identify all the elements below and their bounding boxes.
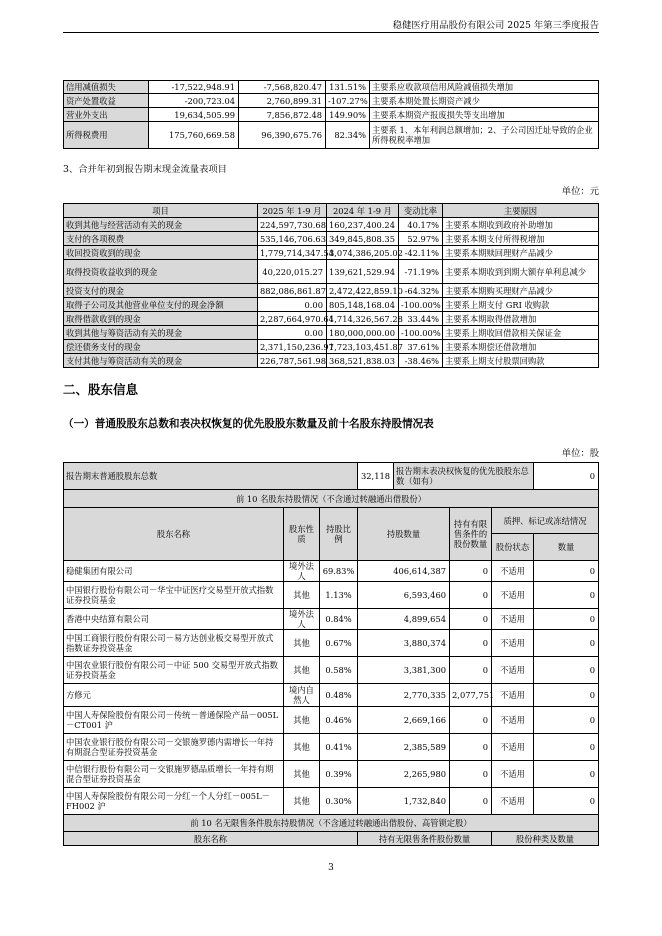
- holder-name: 中国农业银行股份有限公司－交银施罗德内需增长一年持有期混合型证券投资基金: [64, 734, 284, 761]
- holding-qty: 2,265,980: [358, 761, 450, 788]
- holding-qty: 2,385,589: [358, 734, 450, 761]
- row-current-value: 0.00: [258, 298, 327, 312]
- row-previous-value: 2,472,422,859.10: [327, 284, 399, 298]
- table-row: [64, 707, 599, 734]
- header-current: 2025 年 1-9 月: [258, 204, 327, 218]
- table-row: [64, 684, 599, 707]
- holder-name: 中国工商银行股份有限公司－易方达创业板交易型开放式指数证券投资基金: [64, 630, 284, 657]
- holding-ratio: 0.46%: [320, 707, 358, 734]
- table-row: [64, 312, 599, 326]
- row-current-value: 882,086,861.87: [258, 284, 327, 298]
- row-current-value: 1,779,714,347.54: [258, 246, 327, 260]
- table-row: [64, 788, 599, 815]
- pledge-count: 0: [534, 707, 599, 734]
- row-previous-value: 1,723,103,451.87: [327, 340, 399, 354]
- row-current-value: -17,522,948.91: [149, 81, 239, 94]
- share-status: 不适用: [492, 707, 534, 734]
- holder-name: 中国农业银行股份有限公司－中证 500 交易型开放式指数证券投资基金: [64, 657, 284, 684]
- row-change-ratio: 40.17%: [399, 218, 443, 232]
- holding-qty: 1,732,840: [358, 788, 450, 815]
- row-change-ratio: 131.51%: [326, 81, 370, 94]
- table-row: [64, 340, 599, 354]
- col-share-type: 股份种类及数量: [492, 832, 599, 846]
- row-reason: 主要系上期支付 GRI 收购款: [443, 298, 599, 312]
- table-row: [64, 284, 599, 298]
- holding-ratio: 1.13%: [320, 582, 358, 609]
- row-reason: 主要系本期偿还借款增加: [443, 340, 599, 354]
- restricted-qty: 0: [450, 609, 492, 630]
- row-item: 资产处置收益: [64, 94, 149, 108]
- table-row: [64, 761, 599, 788]
- holder-name: 中国银行股份有限公司－华宝中证医疗交易型开放式指数证券投资基金: [64, 582, 284, 609]
- row-current-value: 2,287,664,970.64: [258, 312, 327, 326]
- holding-ratio: 0.39%: [320, 761, 358, 788]
- restricted-qty: 0: [450, 582, 492, 609]
- holding-ratio: 0.67%: [320, 630, 358, 657]
- col-holding-ratio: 持股比例: [320, 508, 358, 561]
- cashflow-change-table: [63, 203, 599, 368]
- cashflow-unit-label: 单位：元: [561, 186, 599, 197]
- table-row: [64, 218, 599, 232]
- total-holders-value: 32,118: [358, 463, 394, 490]
- row-change-ratio: -71.19%: [399, 260, 443, 284]
- total-holders-label: 报告期末普通股股东总数: [64, 463, 358, 490]
- header-divider: [63, 32, 599, 33]
- holder-nature: 其他: [284, 788, 320, 815]
- holder-nature: 境外法人: [284, 561, 320, 582]
- pledge-count: 0: [534, 788, 599, 815]
- holding-ratio: 0.41%: [320, 734, 358, 761]
- row-current-value: 226,787,561.98: [258, 354, 327, 368]
- row-change-ratio: -42.11%: [399, 246, 443, 260]
- col-pledge-count: 数量: [534, 534, 599, 561]
- col-holding-qty: 持股数量: [358, 508, 450, 561]
- col-pledge: 质押、标记或冻结情况: [492, 508, 599, 534]
- row-reason: 主要系本期取得借款增加: [443, 312, 599, 326]
- holding-qty: 3,381,300: [358, 657, 450, 684]
- row-current-value: 40,220,015.27: [258, 260, 327, 284]
- holder-nature: 其他: [284, 630, 320, 657]
- row-item: 投资支付的现金: [64, 284, 258, 298]
- holder-name: 稳健集团有限公司: [64, 561, 284, 582]
- table-row: [64, 582, 599, 609]
- pledge-count: 0: [534, 761, 599, 788]
- page-number: 3: [328, 863, 334, 873]
- row-previous-value: 805,148,168.04: [327, 298, 399, 312]
- holding-ratio: 0.58%: [320, 657, 358, 684]
- row-item: 取得借款收到的现金: [64, 312, 258, 326]
- holder-name: 方修元: [64, 684, 284, 707]
- row-previous-value: 349,845,808.35: [327, 232, 399, 246]
- restricted-qty: 2,077,751: [450, 684, 492, 707]
- row-change-ratio: -64.32%: [399, 284, 443, 298]
- share-status: 不适用: [492, 561, 534, 582]
- holder-nature: 其他: [284, 734, 320, 761]
- row-change-ratio: 37.61%: [399, 340, 443, 354]
- row-reason: 主要系上期收回借款相关保证金: [443, 326, 599, 340]
- pledge-count: 0: [534, 630, 599, 657]
- restricted-qty: 0: [450, 657, 492, 684]
- row-previous-value: -7,568,820.47: [239, 81, 326, 94]
- cashflow-section-title: 3、合并年初到报告期末现金流量表项目: [63, 164, 227, 175]
- row-item: 取得子公司及其他营业单位支付的现金净额: [64, 298, 258, 312]
- row-previous-value: 7,856,872.48: [239, 108, 326, 122]
- row-item: 所得税费用: [64, 122, 149, 149]
- row-change-ratio: -100.00%: [399, 326, 443, 340]
- pledge-count: 0: [534, 657, 599, 684]
- shareholder-section-title: 二、股东信息: [63, 382, 139, 397]
- table-row: [64, 354, 599, 368]
- holder-nature: 境外法人: [284, 609, 320, 630]
- share-status: 不适用: [492, 788, 534, 815]
- row-reason: 主要系本期支付所得税增加: [443, 232, 599, 246]
- row-reason: 主要系本期处置长期资产减少: [370, 94, 599, 108]
- holding-ratio: 0.84%: [320, 609, 358, 630]
- row-current-value: 19,634,505.99: [149, 108, 239, 122]
- row-item: 信用减值损失: [64, 81, 149, 94]
- holder-nature: 境内自然人: [284, 684, 320, 707]
- row-previous-value: 160,237,400.24: [327, 218, 399, 232]
- row-reason: 主要系本期购买理财产品减少: [443, 284, 599, 298]
- header-previous: 2024 年 1-9 月: [327, 204, 399, 218]
- pledge-count: 0: [534, 734, 599, 761]
- row-change-ratio: -38.46%: [399, 354, 443, 368]
- holding-qty: 406,614,387: [358, 561, 450, 582]
- table-row: [64, 630, 599, 657]
- restricted-qty: 0: [450, 761, 492, 788]
- row-previous-value: 3,074,386,205.02: [327, 246, 399, 260]
- shareholder-unit-label: 单位：股: [561, 448, 599, 459]
- row-previous-value: 368,521,838.03: [327, 354, 399, 368]
- table-row: [64, 326, 599, 340]
- table-row: [64, 734, 599, 761]
- share-status: 不适用: [492, 582, 534, 609]
- income-change-table: [63, 80, 599, 149]
- row-item: 支付其他与筹资活动有关的现金: [64, 354, 258, 368]
- share-status: 不适用: [492, 630, 534, 657]
- row-reason: 主要系上期支付股票回购款: [443, 354, 599, 368]
- table-row: [64, 609, 599, 630]
- share-status: 不适用: [492, 734, 534, 761]
- col-restricted-qty: 持有有限售条件的股份数量: [450, 508, 492, 561]
- header-ratio: 变动比率: [399, 204, 443, 218]
- row-reason: 主要系应收款项信用风险减值损失增加: [370, 81, 599, 94]
- holding-qty: 2,669,166: [358, 707, 450, 734]
- holder-nature: 其他: [284, 707, 320, 734]
- col-share-status: 股份状态: [492, 534, 534, 561]
- row-change-ratio: -100.00%: [399, 298, 443, 312]
- row-change-ratio: 52.97%: [399, 232, 443, 246]
- col-holder-nature: 股东性质: [284, 508, 320, 561]
- header-reason: 主要原因: [443, 204, 599, 218]
- row-item: 收到其他与经营活动有关的现金: [64, 218, 258, 232]
- restricted-qty: 0: [450, 707, 492, 734]
- pref-holders-label: 报告期末表决权恢复的优先股股东总数（如有）: [394, 463, 534, 490]
- restricted-qty: 0: [450, 561, 492, 582]
- row-item: 支付的各项税费: [64, 232, 258, 246]
- holding-qty: 2,770,335: [358, 684, 450, 707]
- table-row: [64, 246, 599, 260]
- holder-nature: 其他: [284, 761, 320, 788]
- pledge-count: 0: [534, 561, 599, 582]
- table-row: [64, 298, 599, 312]
- table-row: [64, 561, 599, 582]
- holder-nature: 其他: [284, 582, 320, 609]
- row-item: 营业外支出: [64, 108, 149, 122]
- row-change-ratio: 33.44%: [399, 312, 443, 326]
- row-current-value: 0.00: [258, 326, 327, 340]
- header-item: 项目: [64, 204, 258, 218]
- col-holder-name: 股东名称: [64, 508, 284, 561]
- table-row: [64, 260, 599, 284]
- shareholder-subsection-title: （一）普通股股东总数和表决权恢复的优先股股东数量及前十名股东持股情况表: [63, 418, 434, 430]
- row-current-value: 2,371,150,236.97: [258, 340, 327, 354]
- row-change-ratio: 82.34%: [326, 122, 370, 149]
- pledge-count: 0: [534, 684, 599, 707]
- col-unrestricted-qty: 持有无限售条件股份数量: [358, 832, 492, 846]
- share-status: 不适用: [492, 761, 534, 788]
- row-reason: 主要系本期收到到期大额存单利息减少: [443, 260, 599, 284]
- holding-ratio: 0.30%: [320, 788, 358, 815]
- holder-name: 中国人寿保险股份有限公司－分红－个人分红－005L－FH002 沪: [64, 788, 284, 815]
- row-item: 取得投资收益收到的现金: [64, 260, 258, 284]
- row-item: 收回投资收到的现金: [64, 246, 258, 260]
- shareholder-table: [63, 462, 599, 846]
- row-previous-value: 139,621,529.94: [327, 260, 399, 284]
- row-change-ratio: -107.27%: [326, 94, 370, 108]
- row-item: 偿还债务支付的现金: [64, 340, 258, 354]
- table-row: [64, 232, 599, 246]
- pledge-count: 0: [534, 582, 599, 609]
- row-reason: 主要系本期赎回理财产品减少: [443, 246, 599, 260]
- holder-name: 中信银行股份有限公司－交银施罗德品质增长一年持有期混合型证券投资基金: [64, 761, 284, 788]
- holding-qty: 3,880,374: [358, 630, 450, 657]
- table-row: [64, 94, 599, 108]
- row-previous-value: 1,714,326,567.28: [327, 312, 399, 326]
- holder-name: 中国人寿保险股份有限公司－传统－普通保险产品－005L－CT001 沪: [64, 707, 284, 734]
- holder-nature: 其他: [284, 657, 320, 684]
- row-previous-value: 180,000,000.00: [327, 326, 399, 340]
- restricted-qty: 0: [450, 788, 492, 815]
- unrestricted-title: 前 10 名无限售条件股东持股情况（不含通过转融通出借股份、高管锁定股）: [64, 815, 599, 832]
- table-row: [64, 657, 599, 684]
- restricted-qty: 0: [450, 734, 492, 761]
- row-reason: 主要系 1、本年利润总额增加；2、子公司因迁址导致的企业所得税税率增加: [370, 122, 599, 149]
- pledge-count: 0: [534, 609, 599, 630]
- top10-title: 前 10 名股东持股情况（不含通过转融通出借股份）: [64, 490, 599, 508]
- row-reason: 主要系本期资产报废损失等支出增加: [370, 108, 599, 122]
- share-status: 不适用: [492, 657, 534, 684]
- row-change-ratio: 149.90%: [326, 108, 370, 122]
- holding-qty: 4,899,654: [358, 609, 450, 630]
- row-reason: 主要系本期收到政府补助增加: [443, 218, 599, 232]
- restricted-qty: 0: [450, 630, 492, 657]
- col-unrestricted-name: 股东名称: [64, 832, 358, 846]
- holder-name: 香港中央结算有限公司: [64, 609, 284, 630]
- page-header: 稳健医疗用品股份有限公司 2025 年第三季度报告: [392, 20, 599, 31]
- table-row: [64, 122, 599, 149]
- row-current-value: 175,760,669.58: [149, 122, 239, 149]
- table-row: [64, 108, 599, 122]
- row-current-value: -200,723.04: [149, 94, 239, 108]
- share-status: 不适用: [492, 609, 534, 630]
- share-status: 不适用: [492, 684, 534, 707]
- row-previous-value: 96,390,675.76: [239, 122, 326, 149]
- pref-holders-value: 0: [534, 463, 599, 490]
- holding-ratio: 69.83%: [320, 561, 358, 582]
- holding-ratio: 0.48%: [320, 684, 358, 707]
- row-item: 收到其他与筹资活动有关的现金: [64, 326, 258, 340]
- row-previous-value: 2,760,899.31: [239, 94, 326, 108]
- row-current-value: 224,597,730.68: [258, 218, 327, 232]
- row-current-value: 535,146,706.63: [258, 232, 327, 246]
- holding-qty: 6,593,460: [358, 582, 450, 609]
- table-row: [64, 81, 599, 94]
